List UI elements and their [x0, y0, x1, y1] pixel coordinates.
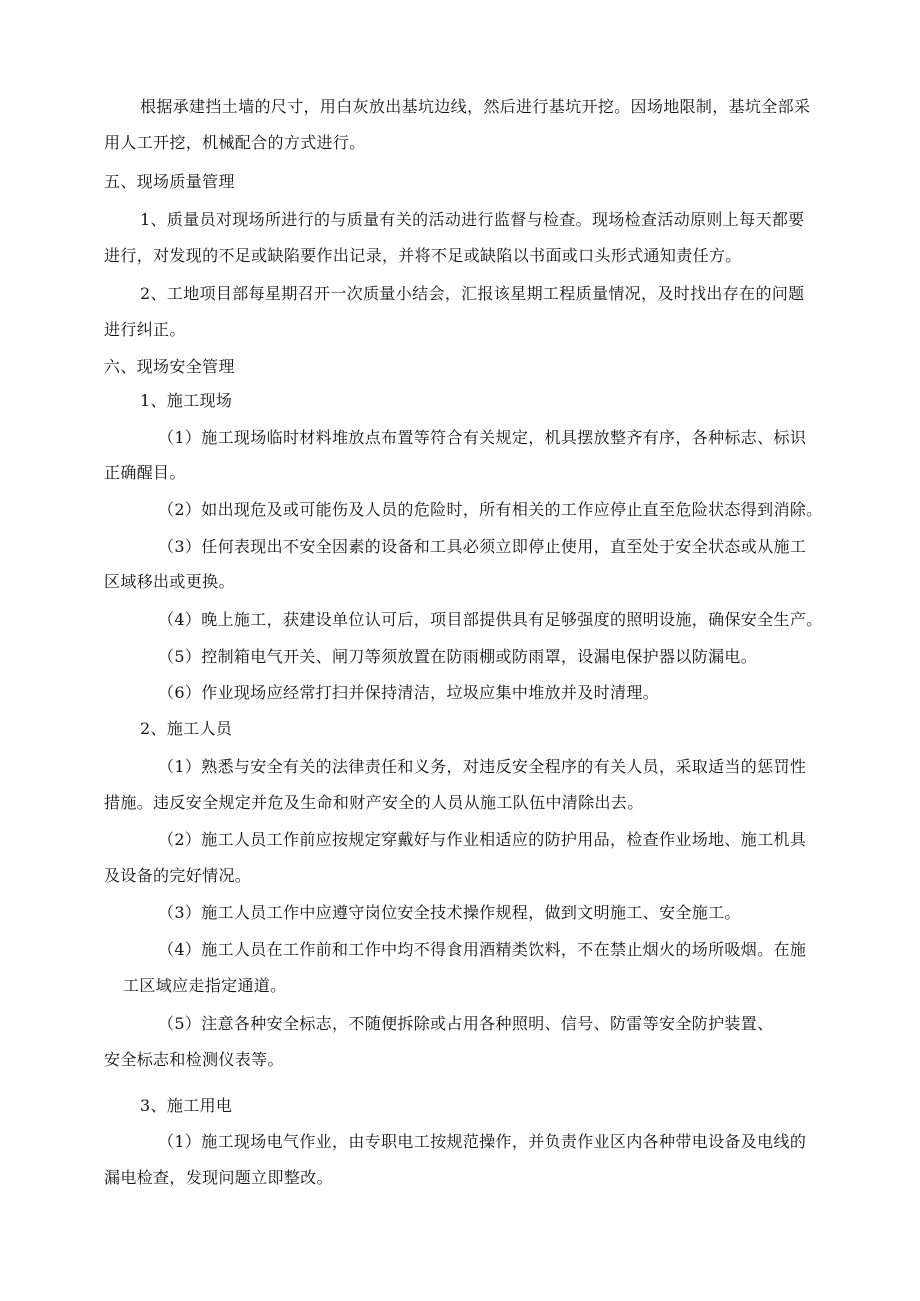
personnel-item-4-line: 工区域应走指定通道。 [123, 976, 287, 995]
personnel-item-3-line: （3）施工人员工作中应遵守岗位安全技术操作规程，做到文明施工、安全施工。 [158, 903, 741, 922]
section-heading-quality: 五、现场质量管理 [104, 172, 235, 191]
site-item-5-line: （5）控制箱电气开关、闸刀等须放置在防雨棚或防雨罩，设漏电保护器以防漏电。 [158, 647, 758, 666]
subheading-personnel: 2、施工人员 [140, 719, 233, 738]
personnel-item-4-line: （4）施工人员在工作前和工作中均不得食用酒精类饮料，不在禁止烟火的场所吸烟。在施 [158, 940, 807, 959]
personnel-item-1-line: 措施。违反安全规定并危及生命和财产安全的人员从施工队伍中清除出去。 [104, 793, 644, 812]
personnel-item-2-line: 及设备的完好情况。 [104, 866, 252, 885]
personnel-item-1-line: （1）熟悉与安全有关的法律责任和义务，对违反安全程序的有关人员，采取适当的惩罚性 [158, 757, 807, 776]
electricity-item-1-line: （1）施工现场电气作业，由专职电工按规范操作，并负责作业区内各种带电设备及电线的 [158, 1132, 807, 1151]
personnel-item-5-line: 安全标志和检测仪表等。 [104, 1050, 284, 1069]
section-heading-safety: 六、现场安全管理 [104, 357, 235, 376]
quality-item-1-line: 进行，对发现的不足或缺陷要作出记录，并将不足或缺陷以书面或口头形式通知责任方。 [104, 246, 742, 265]
site-item-3-line: （3）任何表现出不安全因素的设备和工具必须立即停止使用，直至处于安全状态或从施工 [158, 537, 807, 556]
site-item-1-line: 正确醒目。 [104, 463, 186, 482]
quality-item-2-line: 2、工地项目部每星期召开一次质量小结会，汇报该星期工程质量情况，及时找出存在的问题 [140, 284, 805, 303]
personnel-item-5-line: （5）注意各种安全标志，不随便拆除或占用各种照明、信号、防雷等安全防护装置、 [158, 1014, 774, 1033]
intro-paragraph-line: 用人工开挖，机械配合的方式进行。 [104, 133, 366, 152]
subheading-site: 1、施工现场 [140, 391, 233, 410]
site-item-1-line: （1）施工现场临时材料堆放点布置等符合有关规定，机具摆放整齐有序，各种标志、标识 [158, 428, 807, 447]
site-item-4-line: （4）晚上施工，获建设单位认可后，项目部提供具有足够强度的照明设施，确保安全生产。 [158, 610, 823, 629]
site-item-3-line: 区域移出或更换。 [104, 572, 235, 591]
intro-paragraph-line: 根据承建挡土墙的尺寸，用白灰放出基坑边线，然后进行基坑开挖。因场地限制，基坑全部采 [140, 97, 811, 116]
electricity-item-1-line: 漏电检查，发现问题立即整改。 [104, 1168, 333, 1187]
personnel-item-2-line: （2）施工人员工作前应按规定穿戴好与作业相适应的防护用品，检查作业场地、施工机具 [158, 830, 807, 849]
quality-item-1-line: 1、质量员对现场所进行的与质量有关的活动进行监督与检查。现场检查活动原则上每天都要 [140, 210, 805, 229]
site-item-2-line: （2）如出现危及或可能伤及人员的危险时，所有相关的工作应停止直至危险状态得到消除。 [158, 500, 823, 519]
site-item-6-line: （6）作业现场应经常打扫并保持清洁，垃圾应集中堆放并及时清理。 [158, 683, 660, 702]
subheading-electricity: 3、施工用电 [140, 1096, 233, 1115]
quality-item-2-line: 进行纠正。 [104, 320, 186, 339]
